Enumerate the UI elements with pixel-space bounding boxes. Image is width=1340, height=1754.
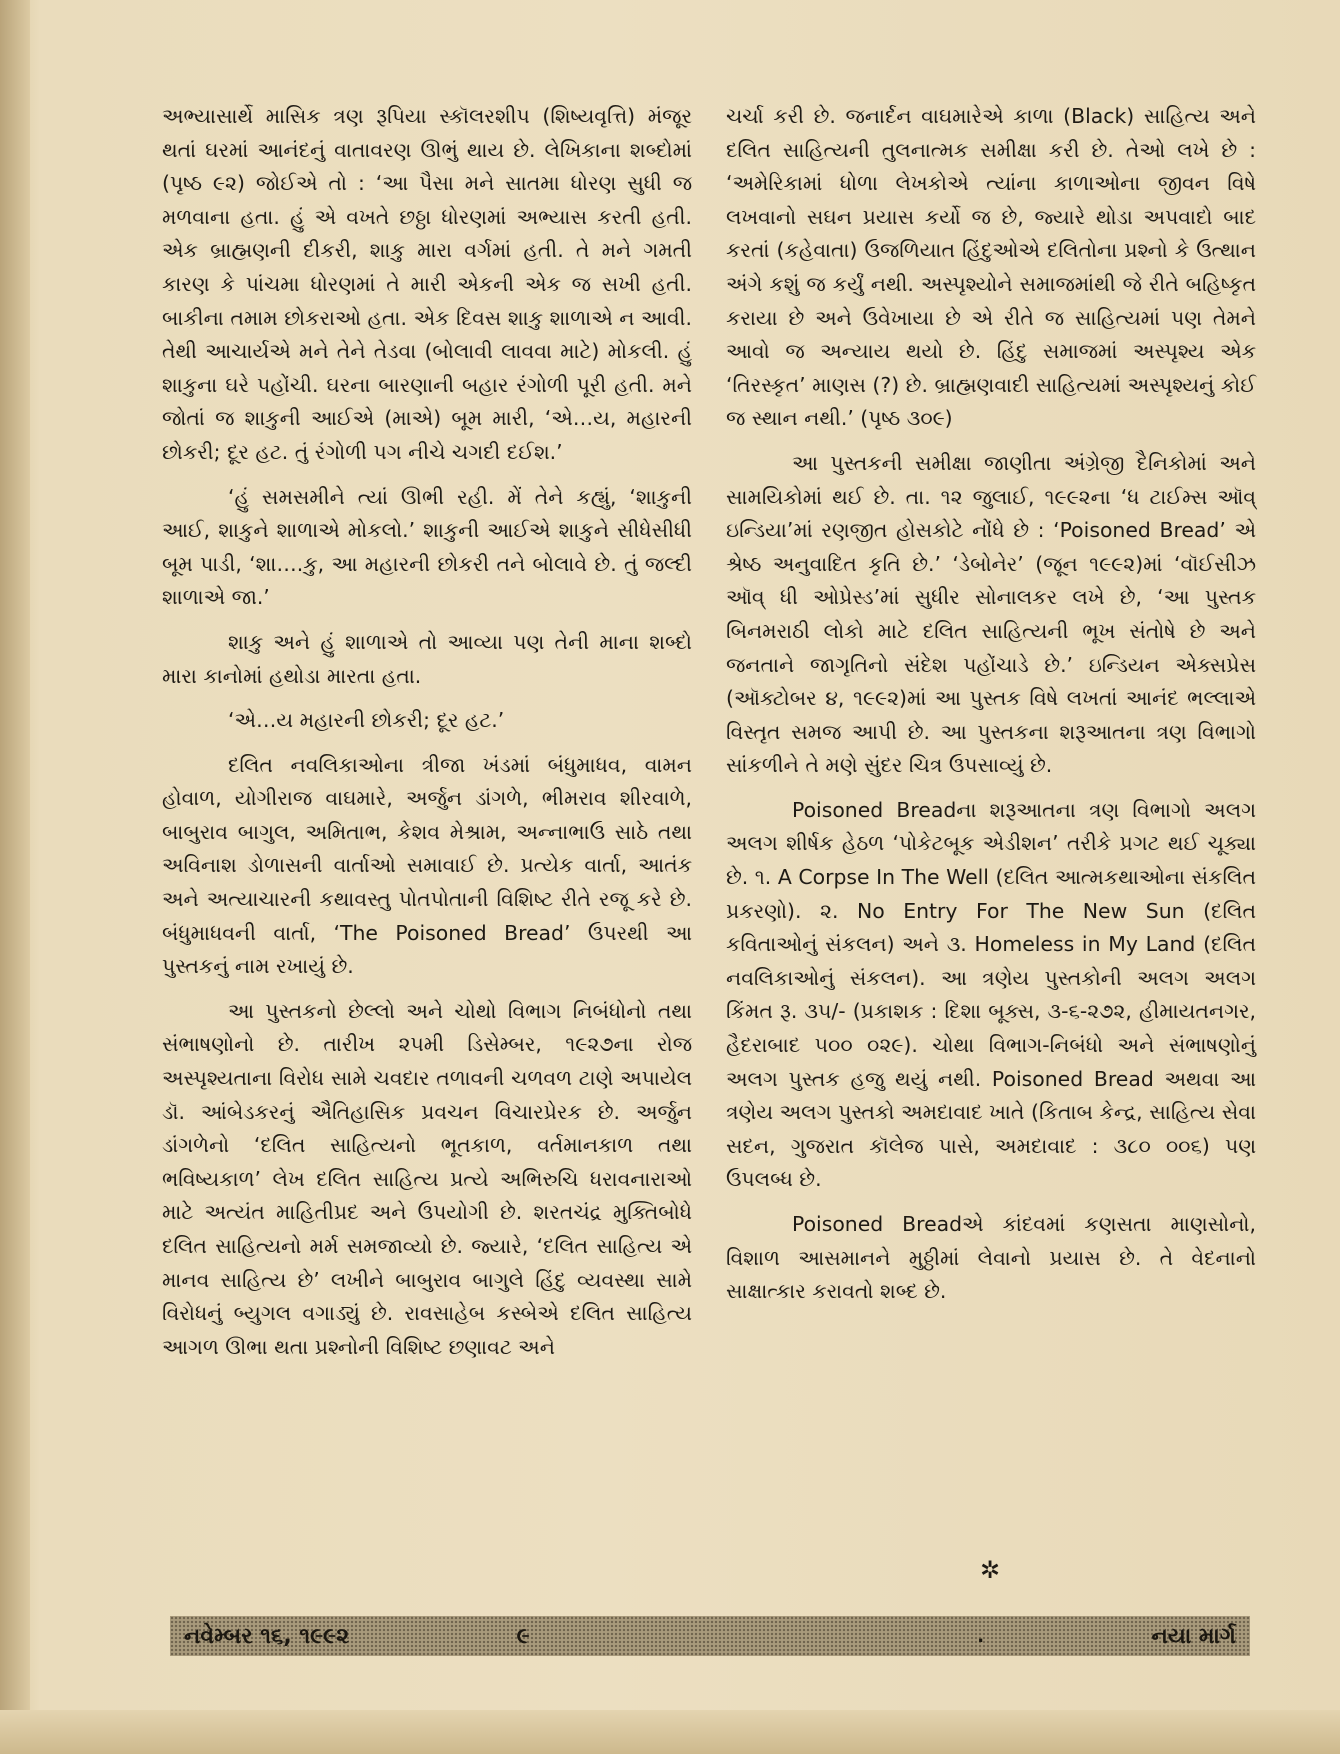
paragraph: Poisoned Breadના શરૂઆતના ત્રણ વિભાગો અલગ અલગ શીર્ષક હેઠળ ‘પોકેટબૂક એડીશન’ તરીકે પ્રગટ થઈ ચૂક્યા છે. ૧. A Corpse In The Well (દલિત આત્મકથાઓના સંકલિત પ્રકરણો). ૨. No Entry For The New Sun (દલિત કવિતાઓનું સંકલન) અને ૩. Homeless in My Land (દલિત નવલિકાઓનું સંકલન). આ ત્રણેય પુસ્તકોની અલગ અલગ કિંમત રૂ. ૩૫/- (પ્રકાશક : દિશા બૂક્સ, ૩-૬-૨૭૨, હીમાયતનગર, હૈદરાબાદ ૫૦૦ ૦૨૯). ચોથા વિભાગ-નિબંધો અને સંભાષણોનું અલગ પુસ્તક હજુ થયું નથી. Poisoned Bread અથવા આ ત્રણેય અલગ પુસ્તકો અમદાવાદ ખાતે (કિતાબ કેન્દ્ર, સાહિત્ય સેવા સદન, ગુજરાત કૉલેજ પાસે, અમદાવાદ : ૩૮૦ ૦૦૬) પણ ઉપલબ્ધ છે. (726, 797, 1256, 1192)
page-bottom-edge (0, 1710, 1340, 1754)
paragraph: શાકુ અને હું શાળાએ તો આવ્યા પણ તેની માના શબ્દો મારા કાનોમાં હથોડા મારતા હતા. (162, 629, 692, 688)
paragraph: દલિત નવલિકાઓના ત્રીજા ખંડમાં બંધુમાધવ, વામન હોવાળ, યોગીરાજ વાઘમારે, અર્જુન ડાંગળે, ભીમરાવ શીરવાળે, બાબુરાવ બાગુલ, અમિતાભ, કેશવ મેશ્રામ, અન્નાભાઉ સાઠે તથા અવિનાશ ડોળાસની વાર્તાઓ સમાવાઈ છે. પ્રત્યેક વાર્તા, આતંક અને અત્યાચારની કથાવસ્તુ પોતપોતાની વિશિષ્ટ રીતે રજૂ કરે છે. બંધુમાધવની વાર્તા, ‘The Poisoned Bread’ ઉપરથી આ પુસ્તકનું નામ રખાયું છે. (162, 752, 692, 979)
left-column (162, 100, 692, 1375)
paragraph: Poisoned Breadએ કાંદવમાં કણસતા માણસોનો, વિશાળ આસમાનને મુઠ્ઠીમાં લેવાનો પ્રયાસ છે. તે વેદનાનો સાક્ષાત્કાર કરાવતો શબ્દ છે. (726, 1212, 1256, 1304)
paragraph: ‘હું સમસમીને ત્યાં ઊભી રહી. મેં તેને કહ્યું, ‘શાકુની આઈ, શાકુને શાળાએ મોકલો.’ શાકુની આઈએ શાકુને સીધેસીધી બૂમ પાડી, ‘શા….કુ, આ મહારની છોકરી તને બોલાવે છે. તું જલ્દી શાળાએ જા.’ (162, 484, 692, 610)
section-end-ornament-icon: ✲ (979, 1556, 1001, 1584)
paragraph: ચર્ચા કરી છે. જનાર્દન વાઘમારેએ કાળા (Black) સાહિત્ય અને દલિત સાહિત્યની તુલનાત્મક સમીક્ષા કરી છે. તેઓ લખે છે : ‘અમેરિકામાં ધોળા લેખકોએ ત્યાંના કાળાઓના જીવન વિષે લખવાનો સઘન પ્રયાસ કર્યો જ છે, જ્યારે થોડા અપવાદો બાદ કરતાં (કહેવાતા) ઉજળિયાત હિંદુઓએ દલિતોના પ્રશ્નો કે ઉત્થાન અંગે કશું જ કર્યું નથી. અસ્પૃશ્યોને સમાજમાંથી જે રીતે બહિષ્કૃત કરાયા છે અને ઉવેખાયા છે એ રીતે જ સાહિત્યમાં પણ તેમને આવો જ અન્યાય થયો છે. હિંદુ સમાજમાં અસ્પૃશ્ય એક ‘તિરસ્કૃત’ માણસ (?) છે. બ્રાહ્મણવાદી સાહિત્યમાં અસ્પૃશ્યનું કોઈ જ સ્થાન નથી.’ (પૃષ્ઠ ૩૦૯) (726, 104, 1256, 431)
binding-spine (0, 0, 30, 1754)
paragraph: ‘એ…ય મહારની છોકરી; દૂર હટ.’ (228, 708, 505, 733)
paragraph: આ પુસ્તકની સમીક્ષા જાણીતા અંગ્રેજી દૈનિકોમાં અને સામયિકોમાં થઈ છે. તા. ૧૨ જુલાઈ, ૧૯૯૨ના ‘ધ ટાઈમ્સ ઑવ્ ઇન્ડિયા’માં રણજીત હોસકોટે નોંધે છે : ‘Poisoned Bread’ એ શ્રેષ્ઠ અનુવાદિત કૃતિ છે.’ ‘ડેબોનેર’ (જૂન ૧૯૯૨)માં ‘વૉઈસીઝ ઑવ્ ધી ઓપ્રેસ્ડ’માં સુધીર સોનાલકર લખે છે, ‘આ પુસ્તક બિનમરાઠી લોકો માટે દલિત સાહિત્યની ભૂખ સંતોષે છે અને જનતાને જાગૃતિનો સંદેશ પહોંચાડે છે.’ ઇન્ડિયન એક્સપ્રેસ (ઑક્ટોબર ૪, ૧૯૯૨)માં આ પુસ્તક વિષે લખતાં આનંદ ભલ્લાએ વિસ્તૃત સમજ આપી છે. આ પુસ્તકના શરૂઆતના ત્રણ વિભાગો સાંકળીને તે મણે સુંદર ચિત્ર ઉપસાવ્યું છે. (726, 450, 1256, 778)
magazine-name: નયા માર્ગ (1151, 1623, 1236, 1649)
page-footer (170, 1616, 1250, 1656)
page-number: ૯ (516, 1623, 530, 1649)
paragraph: અભ્યાસાર્થે માસિક ત્રણ રૂપિયા સ્કૉલરશીપ (શિષ્યવૃત્તિ) મંજૂર થતાં ઘરમાં આનંદનું વાતાવરણ ઊભું થાય છે. લેખિકાના શબ્દોમાં (પૃષ્ઠ ૯૨) જોઈએ તો : ‘આ પૈસા મને સાતમા ધોરણ સુધી જ મળવાના હતા. હું એ વખતે છઠ્ઠા ધોરણમાં અભ્યાસ કરતી હતી. એક બ્રાહ્મણની દીકરી, શાકુ મારા વર્ગમાં હતી. તે મને ગમતી કારણ કે પાંચમા ધોરણમાં તે મારી એકની એક જ સખી હતી. બાકીના તમામ છોકરાઓ હતા. એક દિવસ શાકુ શાળાએ ન આવી. તેથી આચાર્યએ મને તેને તેડવા (બોલાવી લાવવા માટે) મોકલી. હું શાકુના ઘરે પહોંચી. ઘરના બારણાની બહાર રંગોળી પૂરી હતી. મને જોતાં જ શાકુની આઈએ (માએ) બૂમ મારી, ‘એ…ય, મહારની છોકરી; દૂર હટ. તું રંગોળી પગ નીચે ચગદી દઈશ.’ (162, 104, 692, 464)
paragraph: આ પુસ્તકનો છેલ્લો અને ચોથો વિભાગ નિબંધોનો તથા સંભાષણોનો છે. તારીખ ૨૫મી ડિસેમ્બર, ૧૯૨૭ના રોજ અસ્પૃશ્યતાના વિરોધ સામે ચવદાર તળાવની ચળવળ ટાણે અપાયેલ ડૉ. આંબેડકરનું ઐતિહાસિક પ્રવચન વિચારપ્રેરક છે. અર્જુન ડાંગળેનો ‘દલિત સાહિત્યનો ભૂતકાળ, વર્તમાનકાળ તથા ભવિષ્યકાળ’ લેખ દલિત સાહિત્ય પ્રત્યે અભિરુચિ ધરાવનારાઓ માટે અત્યંત માહિતીપ્રદ અને ઉપયોગી છે. શરતચંદ્ર મુક્તિબોધે દલિત સાહિત્યનો મર્મ સમજાવ્યો છે. જ્યારે, ‘દલિત સાહિત્ય એ માનવ સાહિત્ય છે’ લખીને બાબુરાવ બાગુલે હિંદુ વ્યવસ્થા સામે વિરોધનું બ્યુગલ વગાડ્યું છે. રાવસાહેબ કસ્બેએ દલિત સાહિત્ય આગળ ઊભા થતા પ્રશ્નોની વિશિષ્ટ છણાવટ અને (162, 998, 692, 1359)
footer-separator: . (977, 1625, 985, 1647)
right-column (726, 100, 1256, 1320)
issue-date: નવેમ્બર ૧૬, ૧૯૯૨ (184, 1623, 350, 1649)
